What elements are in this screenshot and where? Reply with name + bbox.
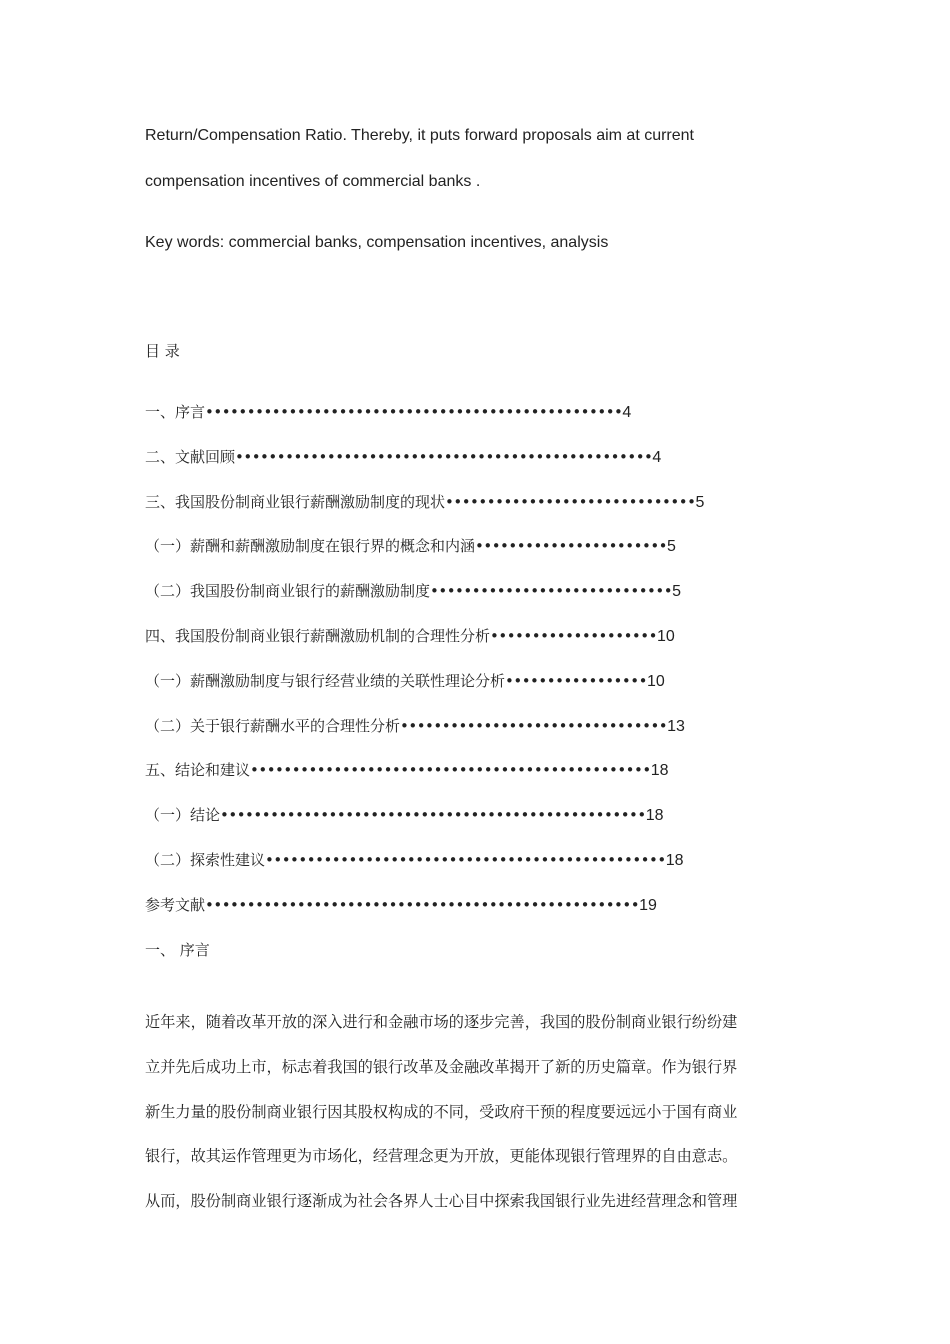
toc-leader-dots: ••••••••••••••••• <box>505 672 647 690</box>
toc-page-number: 10 <box>646 673 665 690</box>
toc-entry-label: 一、序言 <box>145 403 206 421</box>
toc-entry-label: （一）薪酬激励制度与银行经营业绩的关联性理论分析 <box>145 672 506 690</box>
toc-page-number: 4 <box>622 404 632 421</box>
toc-leader-dots: ••••••••••••••••••••••• <box>475 537 668 555</box>
toc-title: 目 录 <box>145 342 180 360</box>
toc-entry-label: 三、我国股份制商业银行薪酬激励制度的现状 <box>145 493 446 511</box>
toc-entry-label: （二）我国股份制商业银行的薪酬激励制度 <box>145 582 431 600</box>
toc-page-number: 13 <box>667 718 685 735</box>
keywords-line: Key words: commercial banks, compensation incentives, analysis <box>145 234 609 251</box>
paragraph-line: 近年来，随着改革开放的深入进行和金融市场的逐步完善，我国的股份制商业银行纷纷建 <box>145 1013 738 1031</box>
body-paragraph <box>145 1000 805 1224</box>
abstract-line-2: compensation incentives of commercial banks . <box>145 173 481 190</box>
toc-page-number: 4 <box>652 449 662 466</box>
toc-entry[interactable] <box>145 447 661 468</box>
toc-leader-dots: •••••••••••••••••••••••••••••••••••••••••••••••• <box>250 761 651 779</box>
toc-entry[interactable] <box>145 760 669 781</box>
toc-page-number: 18 <box>650 762 669 779</box>
toc-leader-dots: •••••••••••••••••••••••••••••••••••••••••••••••••• <box>205 403 623 421</box>
toc-entry-label: （一）结论 <box>145 806 221 824</box>
toc-entry-label: （二）关于银行薪酬水平的合理性分析 <box>145 717 401 735</box>
paragraph-line: 银行，故其运作管理更为市场化，经营理念更为开放，更能体现银行管理界的自由意志。 <box>145 1147 738 1166</box>
toc-page-number: 5 <box>672 583 682 600</box>
toc-entry-label: 五、结论和建议 <box>145 761 251 779</box>
toc-leader-dots: •••••••••••••••••••••••••••••••••••••••••••••••• <box>265 851 666 869</box>
section-heading: 一、 序言 <box>145 941 210 959</box>
toc-entry[interactable] <box>145 850 684 871</box>
toc-entry[interactable] <box>145 716 685 737</box>
toc-entry-label: 二、文献回顾 <box>145 448 236 466</box>
toc-leader-dots: •••••••••••••••••••••••••••••••• <box>400 717 668 735</box>
toc-entry-label: （二）探索性建议 <box>145 851 266 869</box>
abstract-line-1: Return/Compensation Ratio. Thereby, it puts forward proposals aim at current <box>145 127 694 144</box>
toc-page-number: 19 <box>639 897 657 914</box>
toc-page-number: 5 <box>667 538 676 555</box>
toc-entry[interactable] <box>145 805 664 826</box>
toc-entry[interactable] <box>145 671 665 692</box>
toc-leader-dots: •••••••••••••••••••••••••••••••••••••••••••••••••• <box>235 448 653 466</box>
toc-entry[interactable] <box>145 626 675 647</box>
toc-page-number: 18 <box>645 807 664 824</box>
toc-leader-dots: ••••••••••••••••••••••••••••• <box>430 582 673 600</box>
toc-entry-label: 四、我国股份制商业银行薪酬激励机制的合理性分析 <box>145 627 491 645</box>
toc-entry-label: 参考文献 <box>145 896 206 914</box>
toc-leader-dots: •••••••••••••••••••• <box>490 627 657 645</box>
toc-entry[interactable] <box>145 402 631 423</box>
toc-page-number: 5 <box>695 494 705 511</box>
toc-leader-dots: ••••••••••••••••••••••••••••••••••••••••••••••••••• <box>220 806 646 824</box>
toc-page-number: 18 <box>665 852 684 869</box>
toc-entry[interactable] <box>145 895 657 916</box>
toc-page-number: 10 <box>656 628 675 645</box>
paragraph-line: 新生力量的股份制商业银行因其股权构成的不同，受政府干预的程度要远远小于国有商业 <box>145 1102 738 1121</box>
toc-entry-label: （一）薪酬和薪酬激励制度在银行界的概念和内涵 <box>145 537 476 555</box>
toc-entry[interactable] <box>145 536 676 557</box>
toc-entry[interactable] <box>145 492 704 513</box>
toc-entry[interactable] <box>145 581 681 602</box>
paragraph-line: 从而，股份制商业银行逐渐成为社会各界人士心目中探索我国银行业先进经营理念和管理 <box>145 1192 738 1211</box>
toc-leader-dots: •••••••••••••••••••••••••••••• <box>445 493 696 511</box>
toc-leader-dots: •••••••••••••••••••••••••••••••••••••••••••••••••••• <box>205 896 640 914</box>
paragraph-line: 立并先后成功上市，标志着我国的银行改革及金融改革揭开了新的历史篇章。作为银行界 <box>145 1057 738 1076</box>
